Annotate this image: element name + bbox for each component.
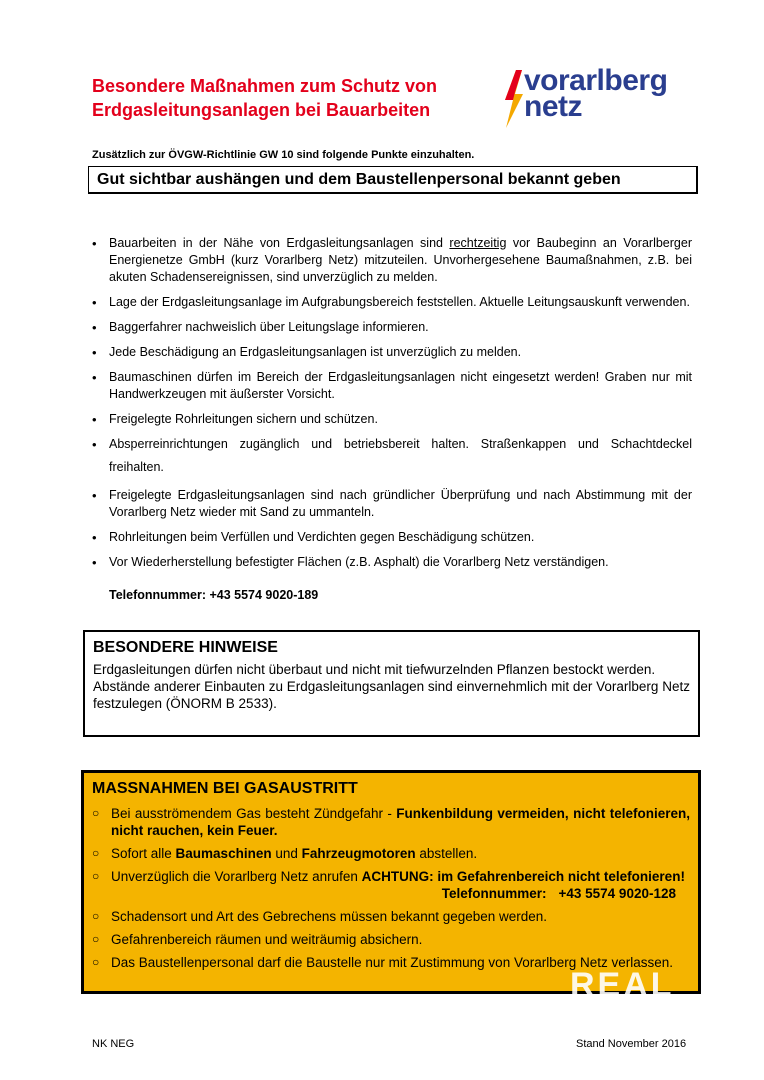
intro-text: Zusätzlich zur ÖVGW-Richtlinie GW 10 sind folgende Punkte einzuhalten. [92, 149, 475, 161]
special-notes-text: Abstände anderer Einbauten zu Erdgasleitungsanlagen sind einvernehmlich mit der Vorarlberg Netz festzulegen (ÖNORM B 2533). [93, 679, 690, 711]
special-notes-box [83, 630, 700, 737]
footer-date: Stand November 2016 [576, 1038, 687, 1050]
rule-text: Bauarbeiten in der Nähe von Erdgasleitungsanlagen sind [109, 236, 450, 250]
rule-item: • Lage der Erdgasleitungsanlage im Aufgrabungsbereich feststellen. Aktuelle Leitungsauskunft verwenden. [92, 294, 692, 311]
document-title [92, 74, 492, 122]
emergency-phone [111, 885, 690, 902]
gas-leak-item [92, 805, 690, 839]
rule-text: vor Baubeginn an Vorarlberger Energienetze GmbH (kurz Vorarlberg Netz) mitzuteilen. Unvorhergesehene Baumaßnahmen, z.B. bei akuten Schadensereignissen, sind unverzüglich zu melden. [109, 236, 692, 284]
rule-item: • Baggerfahrer nachweislich über Leitungslage informieren. [92, 319, 692, 336]
watermark: REAL [570, 966, 675, 1004]
rule-item: • Baumaschinen dürfen im Bereich der Erdgasleitungsanlagen nicht eingesetzt werden! Graben nur mit Handwerkzeugen mit äußerster Vorsicht. [92, 369, 692, 403]
gas-leak-emphasis: Fahrzeugmotoren [301, 846, 416, 861]
rule-item: • Vor Wiederherstellung befestigter Flächen (z.B. Asphalt) die Vorarlberg Netz verständigen. [92, 554, 692, 571]
logo-line-1: vorarlberg [524, 64, 668, 97]
gas-leak-item: ○ Gefahrenbereich räumen und weiträumig absichern. [92, 931, 690, 948]
gas-leak-emphasis: Funkenbildung vermeiden, nicht telefonieren, nicht rauchen, kein Feuer. [111, 806, 690, 838]
gas-leak-item: ○ Das Baustellenpersonal darf die Baustelle nur mit Zustimmung von Vorarlberg Netz verlassen. [92, 954, 690, 971]
gas-leak-text: Sofort alle [111, 846, 176, 861]
rule-item: • Freigelegte Rohrleitungen sichern und schützen. [92, 411, 692, 428]
title-line-2: Erdgasleitungsanlagen bei Bauarbeiten [92, 100, 431, 120]
special-notes-heading: BESONDERE HINWEISE [93, 639, 278, 656]
rule-item: • Jede Beschädigung an Erdgasleitungsanlagen ist unverzüglich zu melden. [92, 344, 692, 361]
gas-leak-text: und [271, 846, 302, 861]
gas-leak-measures-box [81, 770, 701, 994]
rule-item: • Rohrleitungen beim Verfüllen und Verdichten gegen Beschädigung schützen. [92, 529, 692, 546]
rule-item: • Freigelegte Erdgasleitungsanlagen sind nach gründlicher Überprüfung und nach Abstimmung mit der Vorarlberg Netz wieder mit Sand zu ummanteln. [92, 487, 692, 521]
poster-notice-box: Gut sichtbar aushängen und dem Baustellenpersonal bekannt geben [88, 166, 698, 194]
lightning-bolt-icon [502, 70, 526, 130]
rule-item: • Absperreinrichtungen zugänglich und betriebsbereit halten. Straßenkappen und Schachtdeckel freihalten. [92, 433, 692, 479]
rule-underlined-word: rechtzeitig [449, 236, 507, 250]
logo-line-2: netz [524, 90, 582, 123]
emergency-phone-number: +43 5574 9020-128 [558, 886, 676, 901]
vorarlberg-netz-logo [502, 64, 702, 130]
gas-leak-heading: MASSNAHMEN BEI GASAUSTRITT [92, 780, 358, 797]
gas-leak-emphasis: Baumaschinen [175, 846, 272, 861]
gas-leak-item [92, 845, 690, 862]
gas-leak-text: Bei ausströmendem Gas besteht Zündgefahr - [111, 806, 397, 821]
rules-list [92, 235, 692, 579]
footer-code: NK NEG [92, 1038, 135, 1050]
rule-item [92, 235, 692, 286]
gas-leak-list [92, 805, 690, 971]
gas-leak-text: abstellen. [415, 846, 478, 861]
emergency-phone-label: Telefonnummer: [441, 886, 547, 901]
gas-leak-item: ○ Schadensort und Art des Gebrechens müssen bekannt gegeben werden. [92, 908, 690, 925]
contact-phone: Telefonnummer: +43 5574 9020-189 [109, 588, 319, 602]
gas-leak-text: Unverzüglich die Vorarlberg Netz anrufen [111, 869, 362, 884]
title-line-1: Besondere Maßnahmen zum Schutz von [92, 76, 438, 96]
gas-leak-emphasis: ACHTUNG: im Gefahrenbereich nicht telefonieren! [361, 869, 685, 884]
gas-leak-item [92, 868, 690, 902]
special-notes-text: Erdgasleitungen dürfen nicht überbaut und nicht mit tiefwurzelnden Pflanzen bestockt werden. [93, 662, 656, 677]
logo-wordmark [524, 64, 668, 123]
